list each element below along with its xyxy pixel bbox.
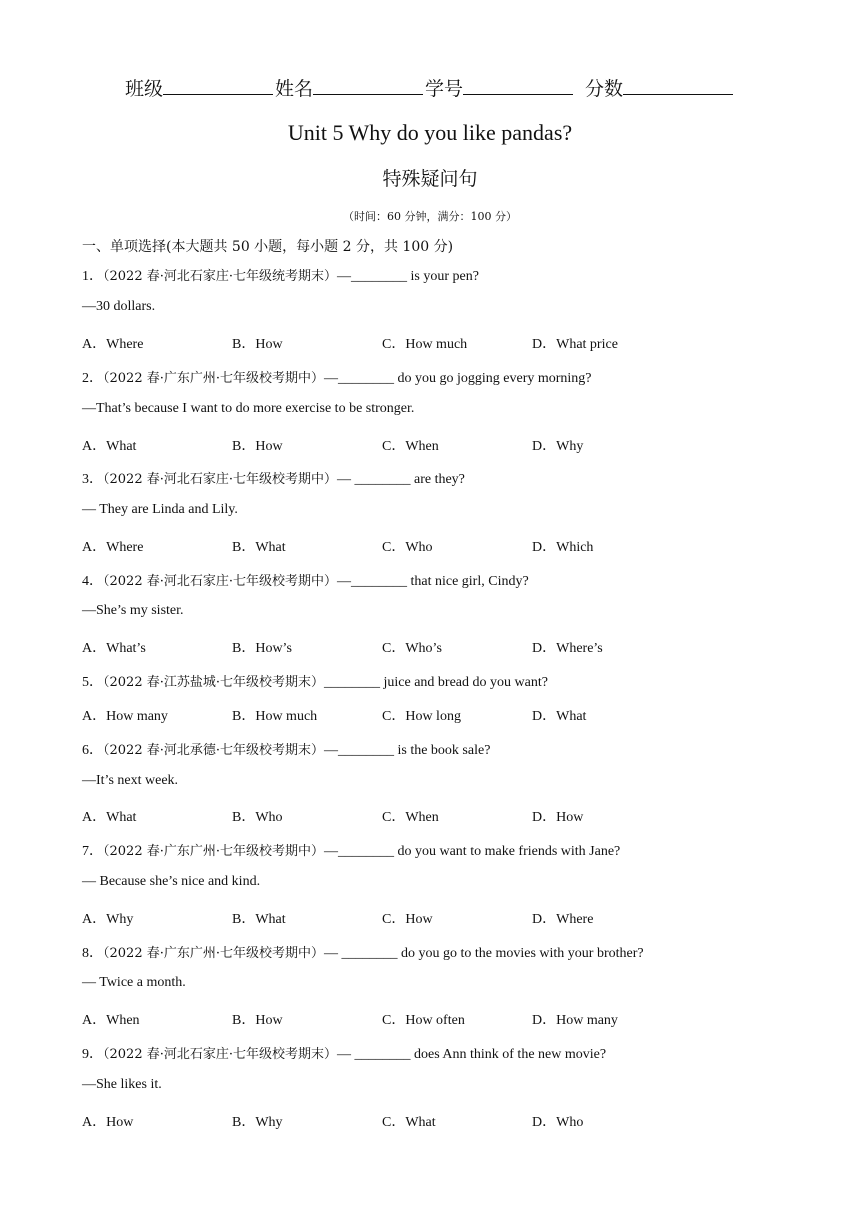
question-6-answer: —It’s next week. — [82, 773, 179, 788]
option-b[interactable]: B．Who — [232, 810, 283, 825]
question-9-answer: —She likes it. — [82, 1077, 162, 1092]
option-c[interactable]: C．When — [382, 439, 439, 454]
question-7-options — [82, 908, 782, 928]
exam-meta: （时间：60 分钟，满分：100 分） — [343, 210, 517, 223]
question-6-options — [82, 806, 782, 826]
option-c[interactable]: C．What — [382, 1115, 436, 1130]
option-a[interactable]: A．Where — [82, 337, 144, 352]
class-label: 班级 — [124, 79, 163, 100]
id-label: 学号 — [425, 79, 464, 100]
question-2-options — [82, 435, 782, 455]
option-b[interactable]: B．How — [232, 439, 283, 454]
question-3-stem: 3．（2022 春·河北石家庄·七年级校考期中）— ________ are they? — [82, 472, 465, 487]
option-b[interactable]: B．Why — [232, 1115, 283, 1130]
option-d[interactable]: D．What — [532, 709, 587, 724]
question-8-stem: 8．（2022 春·广东广州·七年级校考期中）— ________ do you go to the movies with your brother? — [82, 946, 644, 961]
option-c[interactable]: C．How long — [382, 709, 461, 724]
question-8-options — [82, 1009, 782, 1029]
option-a[interactable]: A．How many — [82, 709, 168, 724]
option-b[interactable]: B．How — [232, 337, 283, 352]
question-2-stem: 2．（2022 春·广东广州·七年级校考期中）—________ do you go jogging every morning? — [82, 371, 592, 386]
option-c[interactable]: C．Who — [382, 540, 433, 555]
option-d[interactable]: D．Where’s — [532, 641, 603, 656]
option-a[interactable]: A．Where — [82, 540, 144, 555]
option-d[interactable]: D．Where — [532, 912, 594, 927]
question-5-options — [82, 705, 782, 725]
option-a[interactable]: A．What — [82, 810, 137, 825]
question-4-options — [82, 637, 782, 657]
name-label: 姓名 — [274, 79, 313, 100]
name-blank[interactable] — [313, 76, 423, 95]
class-blank[interactable] — [163, 76, 273, 95]
option-c[interactable]: C．How much — [382, 337, 468, 352]
option-d[interactable]: D．Who — [532, 1115, 584, 1130]
option-a[interactable]: A．Why — [82, 912, 134, 927]
question-4-stem: 4．（2022 春·河北石家庄·七年级校考期中）—________ that nice girl, Cindy? — [82, 574, 529, 589]
page-subtitle: 特殊疑问句 — [382, 168, 478, 190]
option-b[interactable]: B．How much — [232, 709, 318, 724]
question-7-answer: — Because she’s nice and kind. — [82, 874, 261, 889]
option-a[interactable]: A．What — [82, 439, 137, 454]
question-9-options — [82, 1111, 782, 1131]
question-5-stem: 5．（2022 春·江苏盐城·七年级校考期末）________ juice and bread do you want? — [82, 675, 548, 690]
option-d[interactable]: D．What price — [532, 337, 618, 352]
question-1-stem: 1．（2022 春·河北石家庄·七年级统考期末）—________ is your pen? — [82, 269, 479, 284]
question-9-stem: 9．（2022 春·河北石家庄·七年级校考期末）— ________ does Ann think of the new movie? — [82, 1047, 607, 1062]
option-a[interactable]: A．When — [82, 1013, 140, 1028]
option-b[interactable]: B．What — [232, 912, 286, 927]
question-3-answer: — They are Linda and Lily. — [82, 502, 238, 517]
id-blank[interactable] — [463, 76, 573, 95]
option-c[interactable]: C．How — [382, 912, 433, 927]
page-title: Unit 5 Why do you like pandas? — [287, 120, 573, 145]
question-1-answer: —30 dollars. — [82, 299, 156, 314]
question-2-answer: —That’s because I want to do more exercise to be stronger. — [82, 401, 415, 416]
score-blank[interactable] — [623, 76, 733, 95]
question-3-options — [82, 536, 782, 556]
student-info-header — [0, 74, 860, 101]
score-label: 分数 — [585, 79, 624, 100]
question-8-answer: — Twice a month. — [82, 975, 186, 990]
question-4-answer: —She’s my sister. — [82, 603, 184, 618]
question-7-stem: 7．（2022 春·广东广州·七年级校考期中）—________ do you want to make friends with Jane? — [82, 844, 621, 859]
option-d[interactable]: D．How many — [532, 1013, 618, 1028]
section-heading: 一、单项选择(本大题共 50 小题，每小题 2 分，共 100 分) — [82, 239, 454, 255]
option-c[interactable]: C．How often — [382, 1013, 465, 1028]
option-b[interactable]: B．How — [232, 1013, 283, 1028]
option-d[interactable]: D．Why — [532, 439, 584, 454]
question-6-stem: 6．（2022 春·河北承德·七年级校考期末）—________ is the book sale? — [82, 743, 491, 758]
option-c[interactable]: C．Who’s — [382, 641, 442, 656]
option-b[interactable]: B．What — [232, 540, 286, 555]
option-b[interactable]: B．How’s — [232, 641, 292, 656]
option-a[interactable]: A．How — [82, 1115, 134, 1130]
option-a[interactable]: A．What’s — [82, 641, 146, 656]
option-c[interactable]: C．When — [382, 810, 439, 825]
option-d[interactable]: D．Which — [532, 540, 594, 555]
question-1-options — [82, 333, 782, 353]
option-d[interactable]: D．How — [532, 810, 584, 825]
